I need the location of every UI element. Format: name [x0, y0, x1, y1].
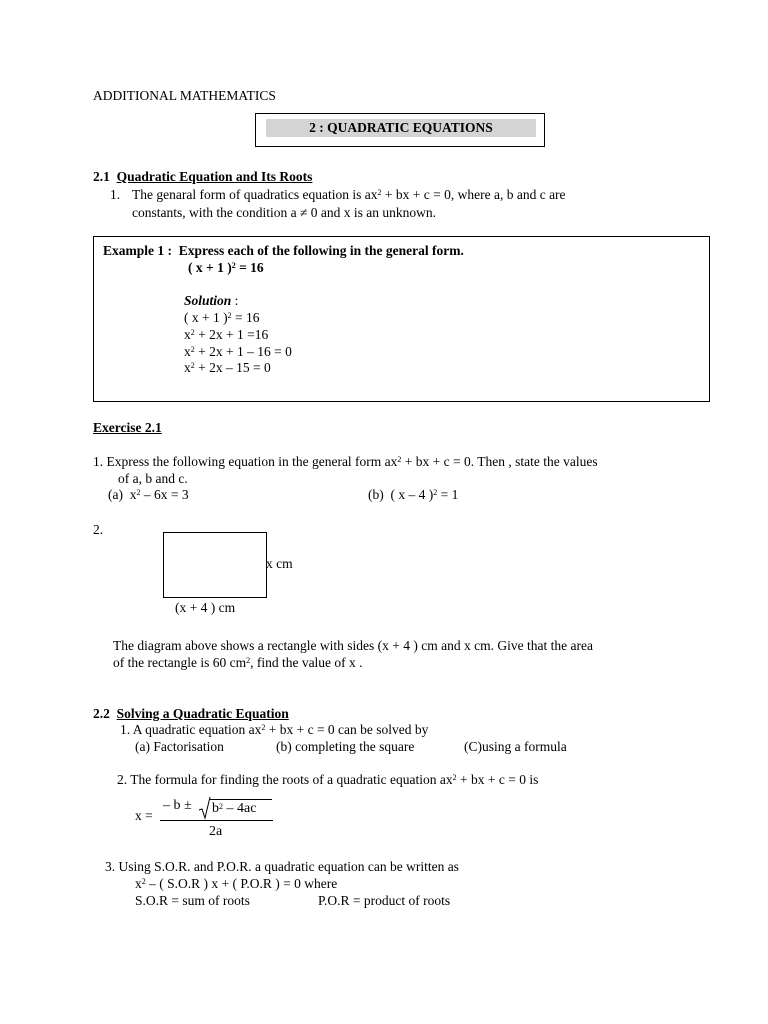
section-2-2-point-3-line-2: [135, 876, 337, 892]
text-run: :: [231, 293, 239, 308]
text-run: of the rectangle is 60 cm: [113, 655, 247, 670]
text-run: ( x + 1 ): [184, 310, 228, 325]
text-run: 2. The formula for finding the roots of a quadratic equation ax: [117, 772, 453, 787]
method-factorisation: (a) Factorisation: [135, 739, 224, 754]
text-run: (b): [368, 487, 384, 502]
example-1-equation: [188, 260, 264, 276]
rectangle-diagram: [163, 532, 267, 598]
text-run: = 16: [231, 310, 260, 325]
superscript-2: 2: [397, 455, 402, 464]
text-run: = 16: [235, 260, 264, 275]
text-run: x: [184, 360, 191, 375]
solution-label: [184, 293, 238, 309]
section-2-2-title: Solving a Quadratic Equation: [116, 706, 289, 721]
section-2-2-heading: [93, 706, 289, 722]
example-1-instruction: Express each of the following in the general form.: [178, 243, 464, 258]
section-2-2-point-2: [117, 772, 538, 788]
text-run: x: [129, 487, 137, 502]
text-run: ( x + 1 ): [188, 260, 232, 275]
text-run: , find the value of x .: [250, 655, 363, 670]
exercise-question-1-line-2: of a, b and c.: [118, 471, 188, 486]
text-run: x: [184, 327, 191, 342]
solution-step-2: [184, 327, 268, 343]
formula-lhs: x =: [135, 808, 153, 823]
exercise-question-1b: [368, 487, 458, 503]
section-2-1-title: Quadratic Equation and Its Roots: [116, 169, 313, 184]
text-run: – 6x = 3: [140, 487, 189, 502]
text-run: – ( S.O.R ) x + ( P.O.R ) = 0 where: [145, 876, 338, 891]
formula-numerator-prefix: – b ±: [163, 798, 192, 813]
exercise-question-1a: [108, 487, 189, 503]
text-run: x: [135, 876, 142, 891]
formula-denominator: 2a: [209, 824, 223, 839]
product-of-roots-definition: P.O.R = product of roots: [318, 893, 451, 908]
solution-step-1: [184, 310, 259, 326]
section-2-1-point-1-number: 1.: [110, 187, 121, 202]
example-1-label: Example 1 :: [103, 243, 172, 258]
text-run: (a): [108, 487, 123, 502]
text-run: The genaral form of quadratics equation is ax: [132, 187, 378, 202]
section-2-2-point-3-line-1: 3. Using S.O.R. and P.O.R. a quadratic equation can be written as: [105, 859, 459, 874]
text-run: – 4ac: [223, 801, 257, 816]
example-1-heading: [103, 243, 464, 259]
section-2-1-point-1-line-1: [132, 187, 566, 203]
exercise-question-2-number: 2.: [93, 522, 104, 537]
text-run: + bx + c = 0. Then , state the values: [401, 454, 598, 469]
text-run: + bx + c = 0, where a, b and c are: [381, 187, 566, 202]
text-run: + 2x + 1 =16: [194, 327, 269, 342]
exercise-question-2-line-2: [113, 655, 363, 671]
text-run: + bx + c = 0 is: [456, 772, 539, 787]
section-2-2-point-1: [120, 722, 428, 738]
superscript-2: 2: [452, 773, 457, 782]
text-run: Solution: [184, 293, 232, 308]
text-run: b: [212, 801, 219, 816]
method-formula: (C)using a formula: [464, 739, 567, 754]
fraction-bar: [160, 820, 273, 821]
section-2-1-point-1-line-2: constants, with the condition a ≠ 0 and x is an unknown.: [132, 205, 436, 220]
formula-radicand: [212, 801, 256, 817]
superscript-2: 2: [190, 361, 195, 370]
section-2-2-number: 2.2: [93, 706, 110, 721]
superscript-2: 2: [246, 656, 251, 665]
exercise-question-2-line-1: The diagram above shows a rectangle with sides (x + 4 ) cm and x cm. Give that the area: [113, 638, 593, 653]
text-run: + 2x + 1 – 16 = 0: [194, 344, 292, 359]
superscript-2: 2: [190, 328, 195, 337]
exercise-question-1-line-1: [93, 454, 598, 470]
text-run: 1. Express the following equation in the general form ax: [93, 454, 398, 469]
text-run: 1. A quadratic equation ax: [120, 722, 262, 737]
text-run: x: [184, 344, 191, 359]
superscript-2: 2: [227, 311, 232, 320]
section-2-1-heading: [93, 169, 312, 185]
chapter-title-box: [255, 113, 545, 147]
method-completing-square: (b) completing the square: [276, 739, 415, 754]
text-run: ( x – 4 ): [390, 487, 434, 502]
text-run: = 1: [437, 487, 459, 502]
superscript-2: 2: [141, 877, 146, 886]
document-title: ADDITIONAL MATHEMATICS: [93, 88, 276, 103]
section-2-1-number: 2.1: [93, 169, 110, 184]
superscript-2: 2: [219, 802, 223, 811]
superscript-2: 2: [190, 345, 195, 354]
superscript-2: 2: [261, 723, 266, 732]
chapter-title: 2 : QUADRATIC EQUATIONS: [266, 119, 536, 137]
text-run: + bx + c = 0 can be solved by: [265, 722, 429, 737]
solution-step-3: [184, 344, 292, 360]
superscript-2: 2: [433, 488, 438, 497]
rectangle-bottom-label: (x + 4 ) cm: [175, 600, 236, 615]
superscript-2: 2: [231, 261, 236, 270]
superscript-2: 2: [377, 188, 382, 197]
sum-of-roots-definition: S.O.R = sum of roots: [135, 893, 250, 908]
square-root-bar: [210, 799, 272, 800]
text-run: + 2x – 15 = 0: [194, 360, 271, 375]
rectangle-side-label: x cm: [266, 556, 293, 571]
superscript-2: 2: [136, 488, 141, 497]
exercise-heading: Exercise 2.1: [93, 420, 162, 435]
solution-step-4: [184, 360, 271, 376]
